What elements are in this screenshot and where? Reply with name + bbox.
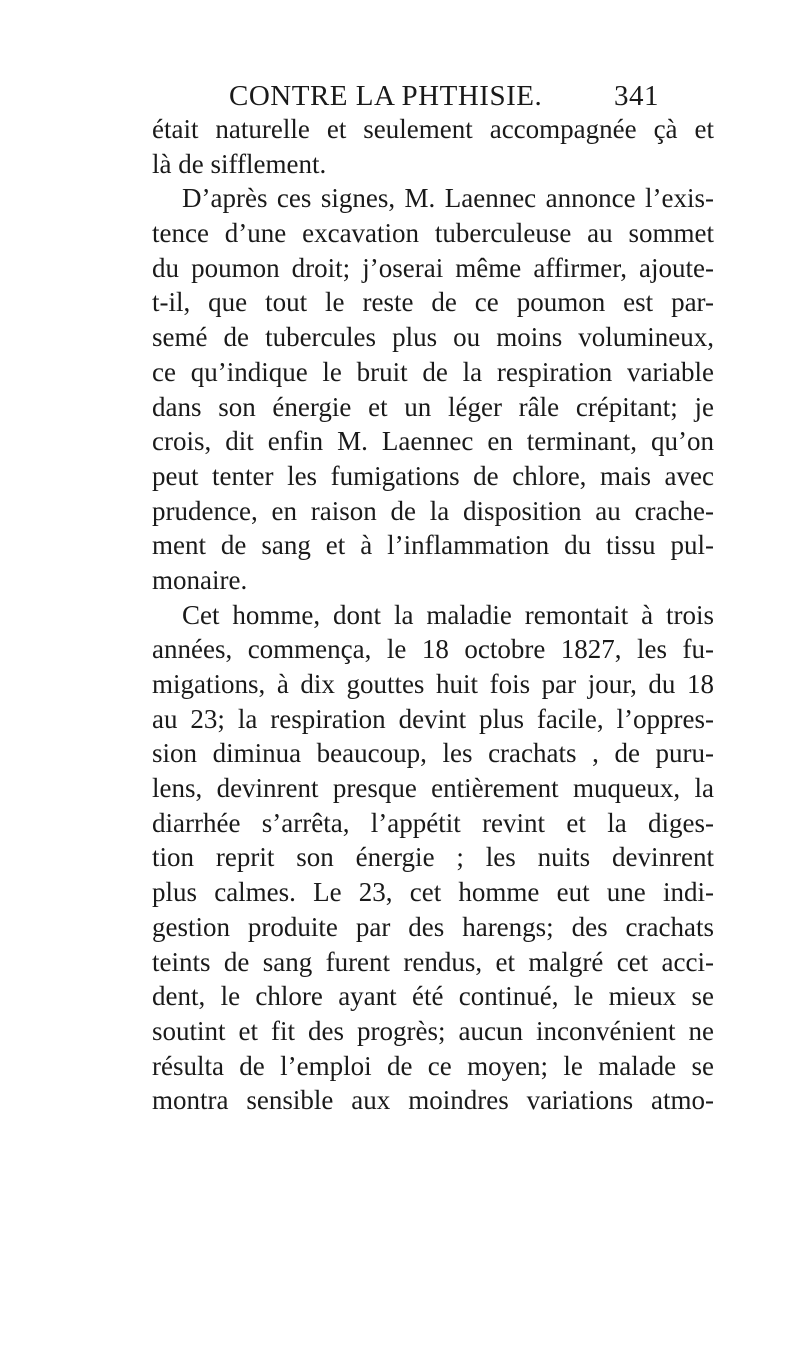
text-line: ment de sang et à l’inflammation du tissu pul- [152, 530, 714, 561]
text-line: du poumon droit; j’oserai même affirmer, ajoute- [152, 252, 714, 283]
text-line: teints de sang furent rendus, et malgré cet acci- [152, 946, 714, 977]
text-line: là de sifflement. [152, 148, 327, 179]
text-line: prudence, en raison de la disposition au crache- [152, 495, 714, 526]
text-line: dent, le chlore ayant été continué, le mieux se [152, 981, 714, 1012]
text-line: montra sensible aux moindres variations atmo- [152, 1085, 714, 1116]
page-number: 341 [614, 80, 659, 112]
text-line: t-il, que tout le reste de ce poumon est par- [152, 287, 714, 318]
text-line: au 23; la respiration devint plus facile, l’oppres- [152, 703, 714, 734]
body-text [152, 112, 714, 1118]
text-line: semé de tubercules plus ou moins volumineux, [152, 322, 714, 353]
text-line: gestion produite par des harengs; des crachats [152, 911, 714, 942]
paragraph-start-line: Cet homme, dont la maladie remontait à trois [182, 599, 714, 630]
text-line: ce qu’indique le bruit de la respiration variable [152, 356, 714, 387]
text-line: sion diminua beaucoup, les crachats , de puru- [152, 738, 714, 769]
text-line: lens, devinrent presque entièrement muqueux, la [152, 773, 714, 804]
text-line: tion reprit son énergie ; les nuits devinrent [152, 842, 714, 873]
text-line: résulta de l’emploi de ce moyen; le malade se [152, 1050, 714, 1081]
text-line: était naturelle et seulement accompagnée çà et [152, 114, 714, 144]
text-line: peut tenter les fumigations de chlore, mais avec [152, 460, 714, 491]
text-line: années, commença, le 18 octobre 1827, les fu- [152, 634, 714, 665]
text-line: monaire. [152, 564, 248, 595]
text-line: plus calmes. Le 23, cet homme eut une indi- [152, 877, 714, 908]
text-line: dans son énergie et un léger râle crépitant; je [152, 391, 714, 422]
paragraph-start-line: D’après ces signes, M. Laennec annonce l’exis- [182, 183, 714, 214]
text-line: migations, à dix gouttes huit fois par jour, du 18 [152, 669, 714, 699]
text-line: diarrhée s’arrêta, l’appétit revint et la diges- [152, 807, 714, 838]
text-line: tence d’une excavation tuberculeuse au sommet [152, 218, 714, 249]
running-title: CONTRE LA PHTHISIE. [229, 80, 543, 112]
text-line: crois, dit enfin M. Laennec en terminant, qu’on [152, 426, 714, 457]
text-line: soutint et fit des progrès; aucun inconvénient ne [152, 1015, 714, 1046]
